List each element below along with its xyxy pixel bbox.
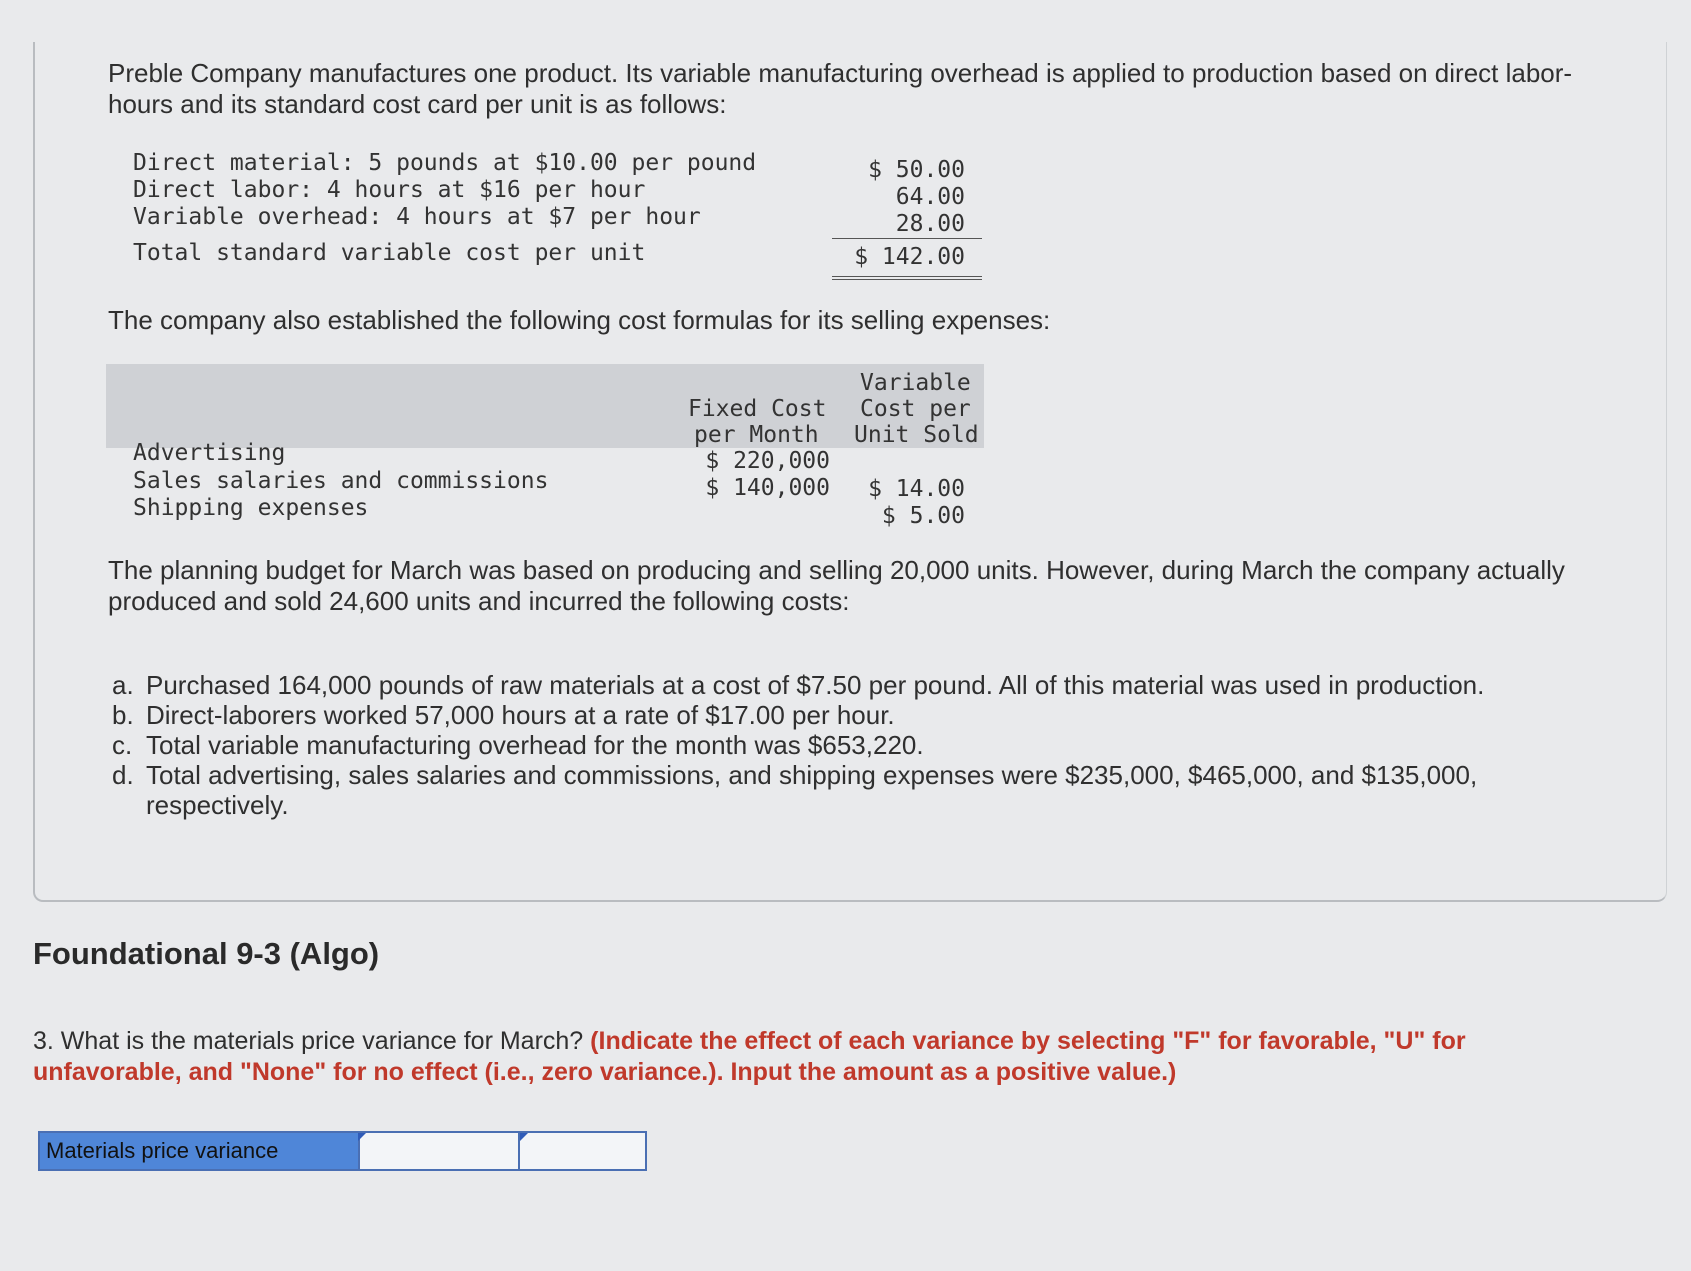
header-fixed-line: Fixed Cost <box>688 396 827 422</box>
list-marker: d. <box>112 760 134 790</box>
list-marker: a. <box>112 670 134 700</box>
list-item <box>112 700 1612 730</box>
table-header-background <box>106 364 984 448</box>
list-marker: c. <box>112 730 133 760</box>
answer-row <box>38 1131 647 1171</box>
cost-card-row-value: 64.00 <box>895 184 965 210</box>
total-rule-bottom <box>832 279 982 280</box>
list-text: Total variable manufacturing overhead for the month was $653,220. <box>146 730 924 760</box>
cost-card-total-value: $ 142.00 <box>854 244 965 270</box>
table-row-label: Shipping expenses <box>133 495 369 521</box>
list-text: Purchased 164,000 pounds of raw materials at a cost of $7.50 per pound. All of this material was used in production. <box>146 670 1485 700</box>
cell-marker-icon <box>520 1133 528 1141</box>
header-variable-line: Variable <box>860 370 971 396</box>
cost-card-row-label: Direct material: 5 pounds at $10.00 per pound <box>133 150 757 176</box>
planning-paragraph: The planning budget for March was based on producing and selling 20,000 units. However, during March the company actually produced and sold 24,600 units and incurred the following costs: <box>108 555 1565 616</box>
question-prompt: 3. What is the materials price variance for March? <box>33 1027 584 1055</box>
actual-costs-list <box>112 670 1612 820</box>
cell-marker-icon <box>358 1133 366 1141</box>
table-row-label: Sales salaries and commissions <box>133 468 549 494</box>
intro-paragraph: Preble Company manufactures one product. Its variable manufacturing overhead is applied to production based on direct labor-hours and its standard cost card per unit is as follows: <box>108 58 1573 119</box>
subtotal-rule <box>832 238 982 239</box>
cost-card-total-label: Total standard variable cost per unit <box>133 240 646 266</box>
cost-card-row-value: 28.00 <box>895 211 965 237</box>
cost-card-row-label: Direct labor: 4 hours at $16 per hour <box>133 177 646 203</box>
header-fixed-line: per Month <box>694 422 819 448</box>
total-rule-top <box>832 276 982 277</box>
variance-effect-select[interactable] <box>518 1133 645 1169</box>
cost-card-row-label: Variable overhead: 4 hours at $7 per hour <box>133 204 701 230</box>
list-item <box>112 670 1612 700</box>
materials-price-variance-label: Materials price variance <box>40 1133 358 1169</box>
list-item <box>112 730 1612 760</box>
list-marker: b. <box>112 700 134 730</box>
header-variable-line: Unit Sold <box>854 422 979 448</box>
question-instruction: (Indicate the effect of each variance by selecting "F" for favorable, "U" for unfavorable, and "None" for no effect (i.e., zero variance.). Input the amount as a positive value.) <box>33 1027 1466 1086</box>
question-text <box>33 1026 1593 1088</box>
table-row-variable: $ 14.00 <box>868 476 965 502</box>
list-item <box>112 760 1612 820</box>
table-row-label: Advertising <box>133 440 286 466</box>
list-text: Direct-laborers worked 57,000 hours at a rate of $17.00 per hour. <box>146 700 895 730</box>
cost-card-row-value: $ 50.00 <box>868 157 965 183</box>
list-text: Total advertising, sales salaries and commissions, and shipping expenses were $235,000, $465,000, and $135,000, respectively. <box>146 760 1478 820</box>
table-row-variable: $ 5.00 <box>881 503 965 529</box>
header-variable-line: Cost per <box>860 396 971 422</box>
materials-price-variance-amount-input[interactable] <box>358 1133 518 1169</box>
section-heading: Foundational 9-3 (Algo) <box>33 936 380 971</box>
table-row-fixed: $ 220,000 <box>705 448 830 474</box>
selling-intro-paragraph: The company also established the following cost formulas for its selling expenses: <box>108 305 1051 335</box>
table-row-fixed: $ 140,000 <box>705 475 830 501</box>
